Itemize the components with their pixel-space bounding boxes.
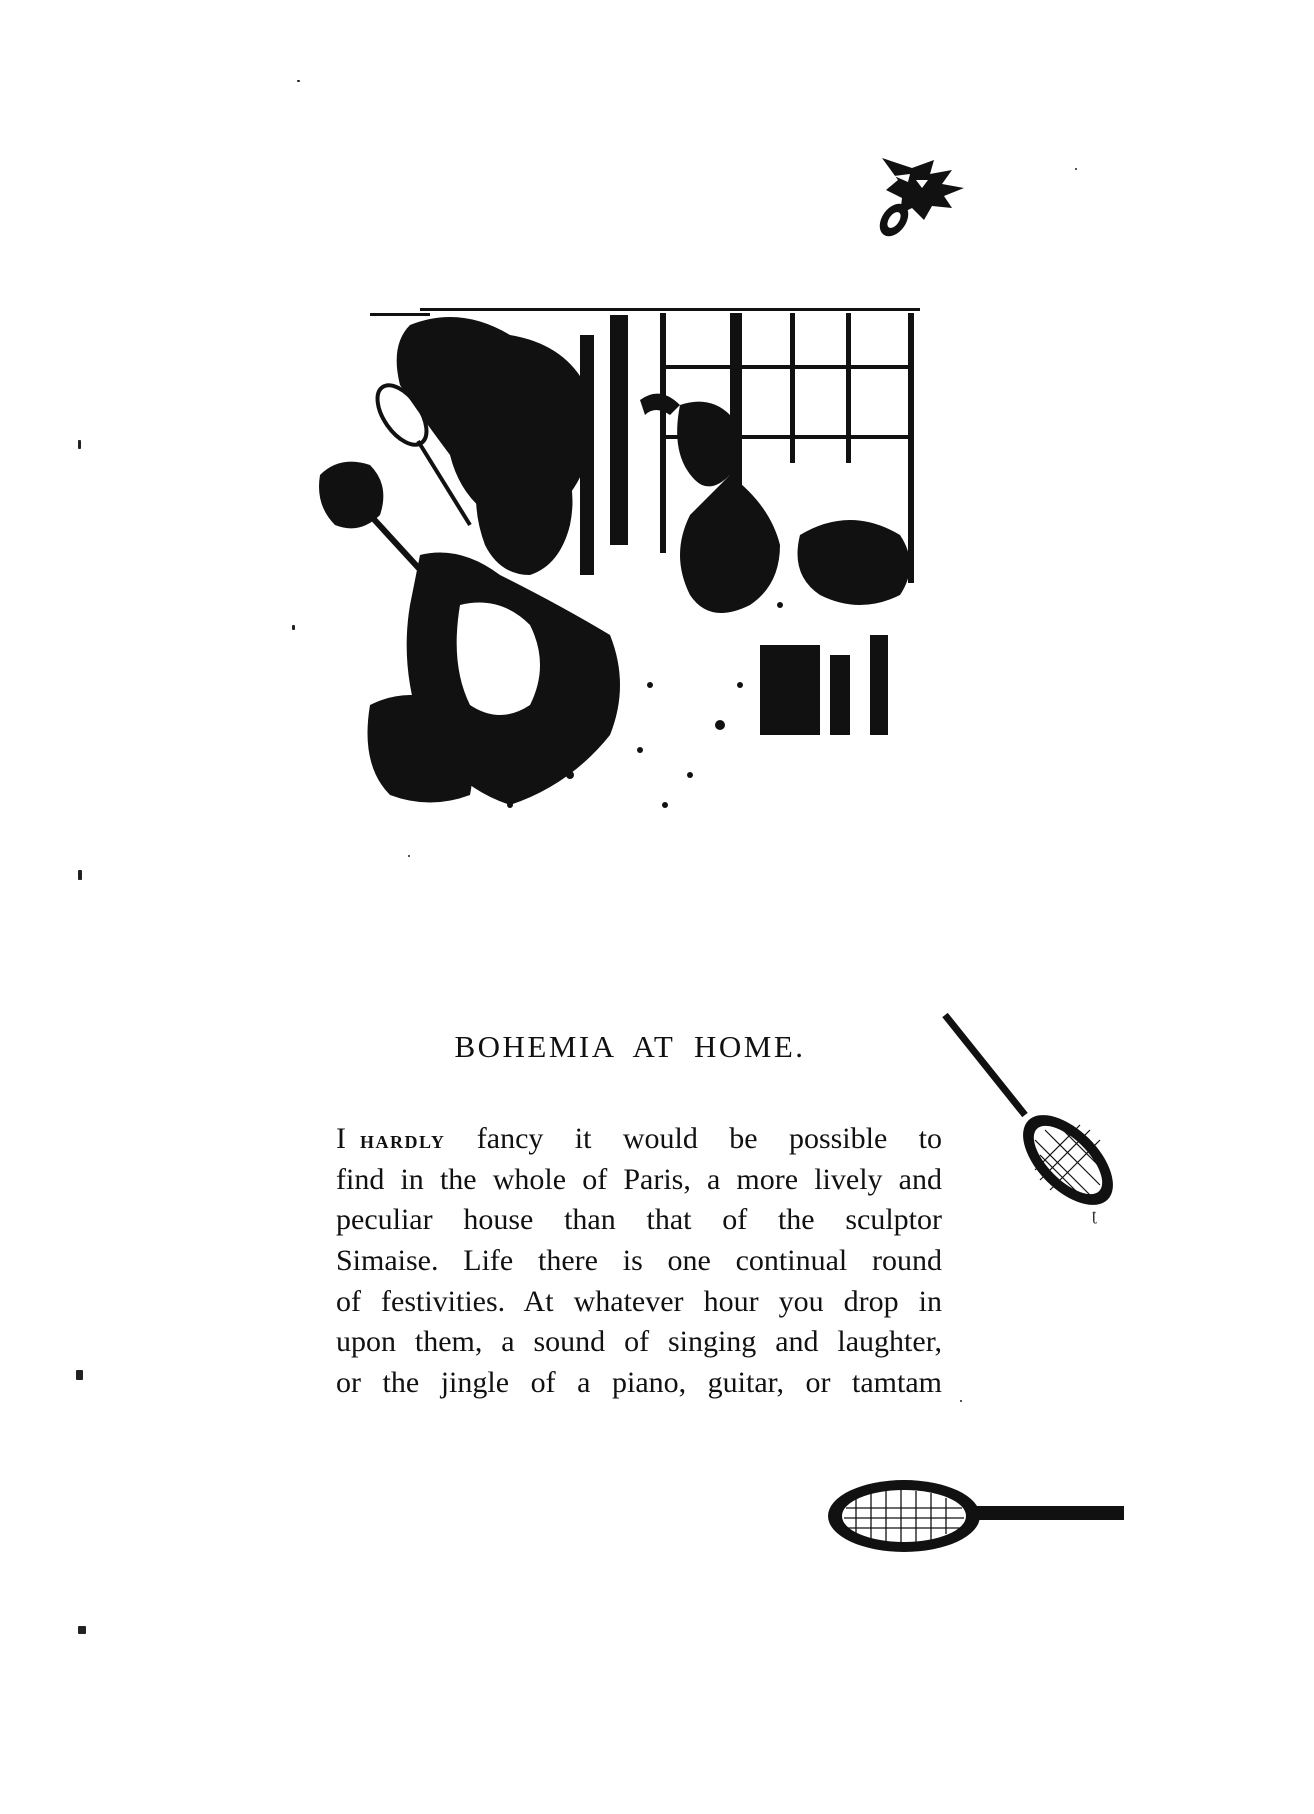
scan-speck — [960, 1400, 962, 1402]
shuttlecock-icon — [872, 150, 972, 245]
body-paragraph — [336, 1119, 942, 1404]
drop-word: I — [336, 1122, 346, 1155]
line-text: fancy it would be possible to — [476, 1122, 943, 1155]
scan-speck — [76, 1370, 83, 1380]
racket-icon — [826, 1468, 1126, 1563]
paragraph-line-5: of festivities. At whatever hour you drop in — [336, 1284, 942, 1318]
racket-icon — [940, 1010, 1140, 1230]
smallcaps-word: hardly — [360, 1125, 446, 1154]
paragraph-line-3: peculiar house than that of the sculptor — [336, 1203, 942, 1237]
paragraph-line-4: Simaise. Life there is one continual round — [336, 1244, 942, 1278]
scan-speck — [292, 625, 295, 630]
paragraph-line-1 — [336, 1119, 942, 1160]
paragraph-line-6: upon them, a sound of singing and laughter, — [336, 1325, 942, 1359]
scan-speck — [78, 1626, 86, 1634]
svg-text:ʈ: ʈ — [1092, 1207, 1097, 1224]
scan-speck — [408, 855, 410, 857]
scan-speck — [297, 80, 300, 82]
paragraph-line-7: or the jingle of a piano, guitar, or tamtam — [336, 1366, 942, 1400]
scan-speck — [78, 440, 81, 449]
scan-speck — [1075, 168, 1077, 170]
paragraph-line-2: find in the whole of Paris, a more lively and — [336, 1162, 942, 1196]
scan-speck — [78, 870, 82, 880]
badminton-party-engraving — [310, 305, 930, 815]
chapter-title: BOHEMIA AT HOME. — [454, 1029, 806, 1064]
